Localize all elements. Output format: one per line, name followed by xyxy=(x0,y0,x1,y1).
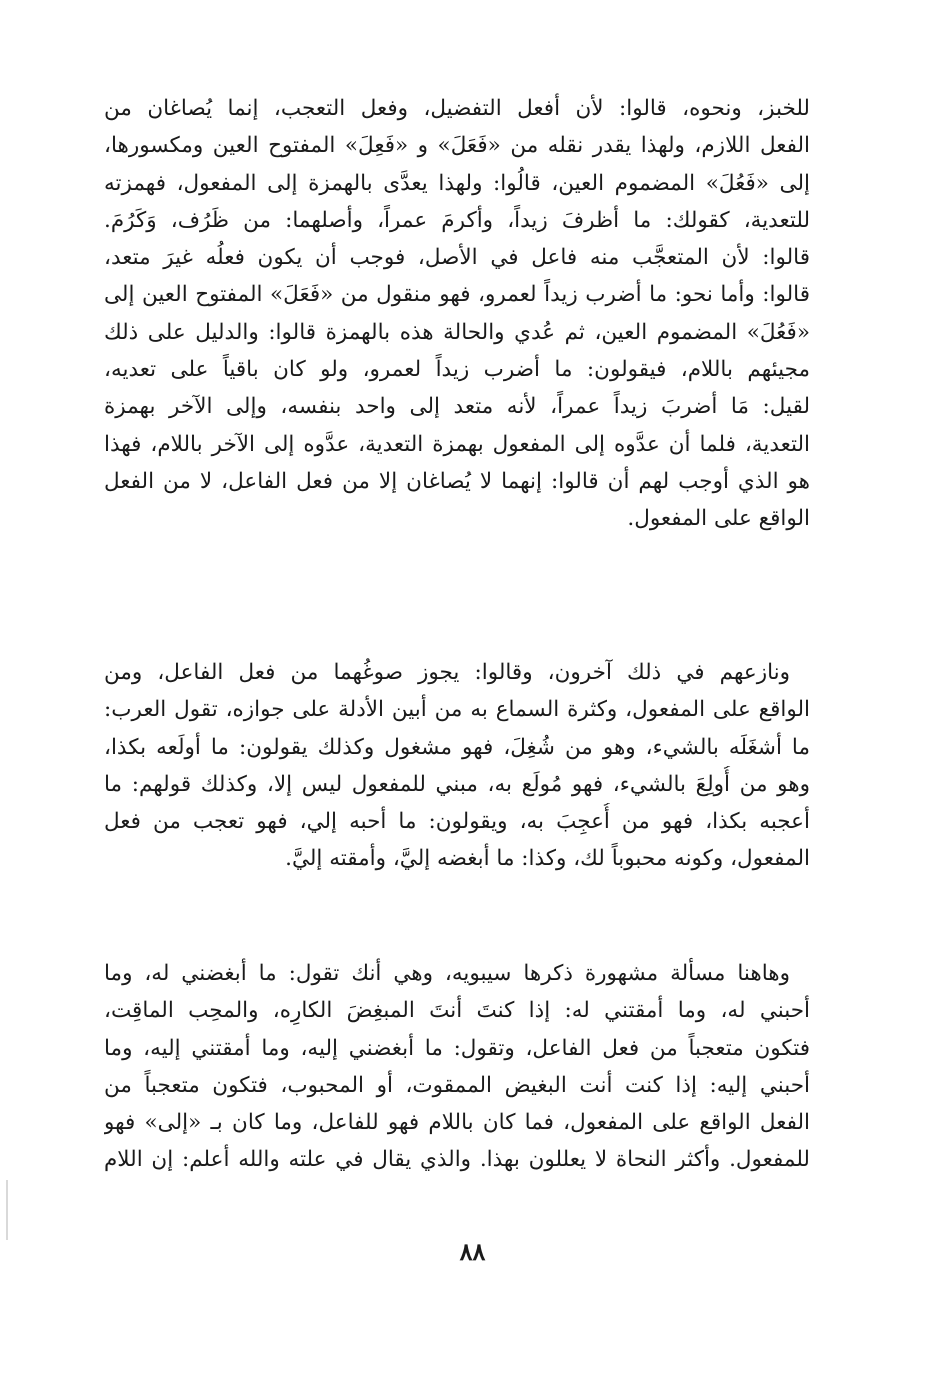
text-line: وهاهنا مسألة مشهورة ذكرها سيبويه، وهي أنك تقول: ما أبغضني له، وما xyxy=(104,961,790,986)
text-line: المفعول، وكونه محبوباً لك، وكذا: ما أبغضه إليَّ، وأمقته إليَّ. xyxy=(285,846,810,872)
text-line: قالوا: لأن المتعجَّب منه فاعل في الأصل، فوجب أن يكون فعلُه غيرَ متعد، xyxy=(104,245,810,271)
paragraph-2 xyxy=(104,654,810,878)
text-line: فتكون متعجباً من فعل الفاعل، وتقول: ما أبغضني إليه، وما أمقتني إليه، وما xyxy=(104,1035,810,1061)
text-line: الفعل اللازم، ولهذا يقدر نقله من «فَعَلَ» و «فَعِلَ» المفتوح العين ومكسورها، xyxy=(104,133,810,159)
text-line: التعدية، فلما أن عدَّوه إلى المفعول بهمزة التعدية، عدَّوه إلى الآخر باللام، فهذا xyxy=(104,431,810,457)
text-line: «فَعُلَ» المضموم العين، ثم عُدي والحالة هذه بالهمزة قالوا: والدليل على ذلك xyxy=(104,319,810,345)
scan-edge-mark xyxy=(6,1180,8,1240)
text-line: ما أشغَلَه بالشيء، وهو من شُغِلَ، فهو مشغول وكذلك يقولون: ما أولَعه بكذا، xyxy=(104,734,810,760)
paragraph-3 xyxy=(104,955,810,1179)
text-line: هو الذي أوجب لهم أن قالوا: إنهما لا يُصاغان إلا من فعل الفاعل، لا من الفعل xyxy=(104,468,810,494)
text-line: مجيئهم باللام، فيقولون: ما أضرب زيداً لعمرو، ولو كان باقياً على تعديه، xyxy=(104,357,810,383)
text-line: إلى «فَعُلَ» المضموم العين، قالُوا: ولهذا يعدَّى بالهمزة إلى المفعول، فهمزته xyxy=(104,170,810,196)
text-line: للخبز، ونحوه، قالوا: لأن أفعل التفضيل، وفعل التعجب، إنما يُصاغان من xyxy=(104,96,810,121)
text-line: أحبني له، وما أمقتني له: إذا كنتَ أنتَ المبغِضَ الكارِه، والمحِب الماقِت، xyxy=(104,998,810,1024)
paragraph-1 xyxy=(104,90,810,538)
text-line: وهو من أُولِعَ بالشيء، فهو مُولَع به، مبني للمفعول ليس إلا، وكذلك قولهم: ما xyxy=(104,771,810,797)
text-line: قالوا: وأما نحو: ما أضرب زيداً لعمرو، فهو منقول من «فَعَلَ» المفتوح العين إلى xyxy=(104,282,810,308)
text-line: ونازعهم في ذلك آخرون، وقالوا: يجوز صوغُهما من فعل الفاعل، ومن xyxy=(104,660,790,685)
text-line: أعجبه بكذا، فهو من أُعجِبَ به، ويقولون: ما أحبه إلي، فهو تعجب من فعل xyxy=(104,809,810,835)
text-line: لقيل: مَا أضربَ زيداً عمراً، لأنه متعد إلى واحد بنفسه، وإلى الآخر بهمزة xyxy=(104,394,810,420)
text-line: الواقع على المفعول، وكثرة السماع به من أبين الأدلة على جوازه، تقول العرب: xyxy=(104,697,810,723)
text-line: أحبني إليه: إذا كنت أنت البغيض الممقوت، أو المحبوب، فتكون متعجباً من xyxy=(104,1072,810,1098)
page-number: ٨٨ xyxy=(459,1237,486,1266)
text-line: الفعل الواقع على المفعول، فما كان باللام فهو للفاعل، وما كان بـ «إلى» فهو xyxy=(104,1110,810,1136)
text-line: للمفعول. وأكثر النحاة لا يعللون بهذا. والذي يقال في علته والله أعلم: إن اللام xyxy=(104,1147,810,1173)
text-line: للتعدية، كقولك: ما أظرفَ زيداً، وأكرمَ عمراً، وأصلهما: من ظَرُف، وَكَرُمَ. xyxy=(104,207,810,233)
text-line: الواقع على المفعول. xyxy=(627,506,810,532)
